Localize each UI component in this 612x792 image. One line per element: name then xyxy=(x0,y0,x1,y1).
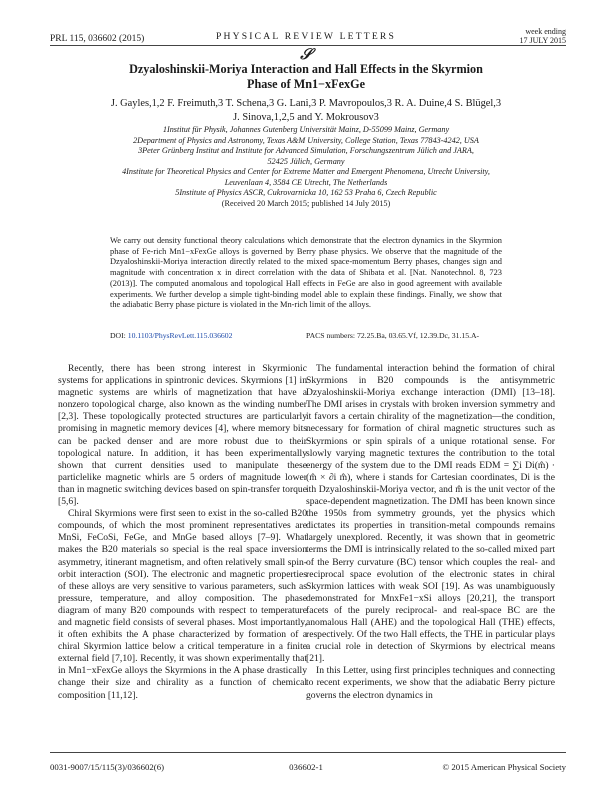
affiliations xyxy=(52,125,560,209)
paragraph: Recently, there has been strong interest in Skyrmionic systems for applications in spintronic devices. Skyrmions [1] in magnetic systems are whirls of magnetization that have a nonzero topological charge, also known as the winding number [2,3]. These topologically protected structures are particularly promising in magnetic memory devices [4], where memory bits can be packed denser and are more robust due to their topological nature. In addition, it has been experimentally shown that current densities used to manipulate these particlelike magnetic whirls are 5 orders of magnitude lower than in magnetic switching devices based on spin-transfer torque [5,6]. xyxy=(58,363,307,508)
affiliation: 1Institut für Physik, Johannes Gutenberg Universität Mainz, D-55099 Mainz, Germany xyxy=(162,125,450,134)
affiliation: 5Institute of Physics ASCR, Cukrovarnicka 10, 162 53 Praha 6, Czech Republic xyxy=(175,188,437,197)
paragraph: The fundamental interaction behind the formation of chiral Skyrmions in B20 compounds is the antisymmetric Dzyaloshinskii-Moriya exchange interaction (DMI) [13–18]. The DMI arises in crystals with broken inversion symmetry and it favors a certain chirality of the magnetization—the condition, necessary for formation of chiral magnetic structures such as Skyrmions or spin spirals of a unique rotational sense. For slowly varying magnetic textures the contribution to the total energy of the system due to the DMI reads EDM = ∑i Di(m̂) · (m̂ × ∂i m̂), where i stands for Cartesian coordinates, Di is the ith Dzyaloshinskii-Moriya vector, and m̂ is the unit vector of the space-dependent magnetization. The DMI has been known since the 1950s from symmetry grounds, yet the physics which dictates its properties in transition-metal compounds remains largely unexplored. Recently, it was shown that in geometric terms the DMI is intrinsically related to the so-called mixed part of the Berry curvature (BC) tensor which couples the real- and reciprocal space evolution of the electronic states in chiral Skyrmion lattices with weak SOI [19]. As was unambiguously demonstrated for MnxFe1−xSi alloys [20,21], the transport facets of the purely reciprocal- and real-space BC are the anomalous Hall (AHE) and the topological Hall (THE) effects, respectively. Of the two Hall effects, the THE in particular plays a crucial role in detection of Skyrmions by electrical means [21]. xyxy=(306,363,555,665)
doi-label: DOI: xyxy=(110,331,126,340)
article-code: 0031-9007/15/115(3)/036602(6) xyxy=(50,762,165,772)
affiliation: 52425 Jülich, Germany xyxy=(267,156,345,166)
pacs-numbers: PACS numbers: 72.25.Ba, 03.65.Vf, 12.39.Dc, 31.15.A- xyxy=(306,331,480,340)
copyright: © 2015 American Physical Society xyxy=(442,762,566,772)
received-date: (Received 20 March 2015; published 14 July 2015) xyxy=(221,198,391,208)
right-column xyxy=(306,363,555,702)
journal-name: PHYSICAL REVIEW LETTERS xyxy=(215,31,397,42)
date: 17 JULY 2015 xyxy=(519,36,566,45)
author-list xyxy=(60,97,552,124)
affiliation: 2Department of Physics and Astronomy, Texas A&M University, College Station, Texas 77843-4242, USA xyxy=(133,135,479,145)
left-column xyxy=(58,363,307,702)
page-number: 036602-1 xyxy=(289,762,323,772)
footer-divider xyxy=(50,752,566,753)
affiliation: 3Peter Grünberg Institut and Institute for Advanced Simulation, Forschungszentrum Jülich and JARA, xyxy=(138,146,474,155)
authors-line-2: J. Sinova,1,2,5 and Y. Mokrousov3 xyxy=(233,111,379,123)
title-line-1: Dzyaloshinskii-Moriya Interaction and Hall Effects in the Skyrmion xyxy=(129,62,483,76)
title-line-2: Phase of Mn1−xFexGe xyxy=(247,77,365,91)
abstract: We carry out density functional theory calculations which demonstrate that the electron dynamics in the Skyrmion phase of Fe-rich Mn1−xFexGe alloys is governed by Berry phase physics. We observe that the magnitude of the Dzyaloshinskii-Moriya interaction directly related to the mixed space-momentum Berry phases, changes sign and magnitude with concentration x in direct correlation with the data of Shibata et al. [Nat. Nanotechnol. 8, 723 (2013)]. The computed anomalous and topological Hall effects in FeGe are also in good agreement with available experiments. We further develop a simple tight-binding model able to explain these findings. Finally, we show that the adiabatic Berry phase picture is violated in the Mn-rich limit of the alloys. xyxy=(110,236,502,310)
affiliation: Leuvenlaan 4, 3584 CE Utrecht, The Netherlands xyxy=(224,177,388,187)
affiliation: 4Institute for Theoretical Physics and Center for Extreme Matter and Emergent Phenomena, Utrecht University, xyxy=(122,167,490,176)
paragraph: In this Letter, using first principles techniques and connecting to recent experiments, we show that the adiabatic Berry picture governs the electron dynamics in xyxy=(306,665,555,701)
issue-date xyxy=(520,27,566,45)
authors-line-1: J. Gayles,1,2 F. Freimuth,3 T. Schena,3 G. Lani,3 P. Mavropoulos,3 R. A. Duine,4 S. Blügel,3 xyxy=(110,98,502,109)
week-label: week ending xyxy=(525,27,566,36)
citation: PRL 115, 036602 (2015) xyxy=(50,34,145,44)
paragraph: Chiral Skyrmions were first seen to exist in the so-called B20 compounds, of which the most prominent representatives are MnSi, FeCoSi, FeGe, and MnGe based alloys [7–9]. What makes the B20 materials so special is the real space inversion asymmetry, itinerant magnetism, and often relatively small spin-orbit interaction (SOI). The electronic and magnetic properties of these alloys are very sensitive to various parameters, such as pressure, temperature, and alloy composition. The phase diagram of many B20 compounds with respect to temperature and magnetic field consists of several phases. Most importantly, it often exhibits the A phase characterized by formation of a chiral Skyrmion lattice below a critical temperature in a finite external field [7,10]. Recently, it was shown experimentally that in Mn1−xFexGe alloys the Skyrmions in the A phase drastically change their size and chirality as a function of chemical composition [11,12]. xyxy=(58,508,307,701)
editors-suggestion-logo-icon: 𝒮 xyxy=(300,47,312,63)
doi-line xyxy=(110,331,232,340)
doi-link[interactable]: 10.1103/PhysRevLett.115.036602 xyxy=(127,331,233,340)
paper-title xyxy=(60,62,552,92)
